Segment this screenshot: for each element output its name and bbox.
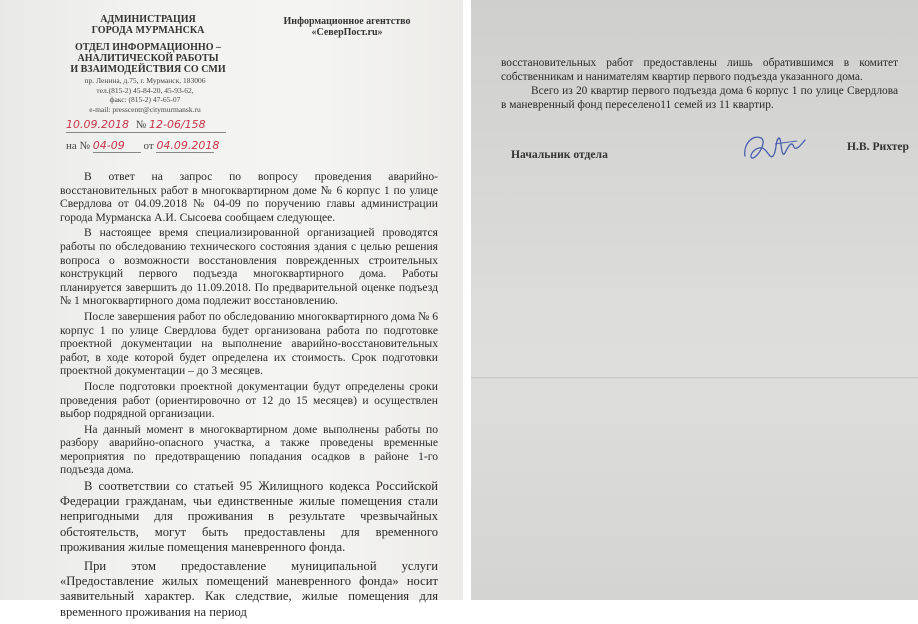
outgoing-number-label: № [135, 119, 147, 131]
address-line: пр. Ленина, д.75, г. Мурманск, 183006 [84, 76, 206, 85]
paragraph-1: В ответ на запрос по вопросу проведения аварийно-восстановительных работ в многоквартирном доме № 6 корпус 1 по улице Свердлова от 04.09.2018 № 04-09 по поручению главы администрации города Мурманска А.И. Сысоева сообщаем следующее. [60, 170, 438, 224]
outgoing-registration [66, 118, 226, 133]
outgoing-number: 12-06/158 [148, 118, 206, 131]
org-header [78, 14, 218, 36]
letter-body-page1 [60, 170, 438, 624]
paragraph-5: На данный момент в многоквартирном доме выполнены работы по разбору аварийно-опасного участка, а также проведены временные мероприятия по предотвращению попадания осадков в районе 1-го подъезда дома. [60, 422, 438, 477]
email-line: e-mail: presscentr@citymurmansk.ru [89, 104, 201, 114]
paragraph-6: В соответствии со статьей 95 Жилищного кодекса Российской Федерации гражданам, чьи единственные жилые помещения стали непригодными для проживания в результате чрезвычайных обстоятельств, могут быть предоставлены для временного проживания жилые помещения маневренного фонда. [60, 479, 438, 554]
dept-name-line2: АНАЛИТИЧЕСКОЙ РАБОТЫ [77, 53, 219, 64]
letter-body-page2 [501, 56, 898, 112]
ref-date: 04.09.2018 [156, 139, 220, 152]
fax-line: факс: (815-2) 47-65-07 [109, 95, 181, 105]
dept-name-line3: И ВЗАИМОДЕЙСТВИЯ СО СМИ [70, 64, 226, 75]
dept-name-line1: ОТДЕЛ ИНФОРМАЦИОННО – [75, 42, 221, 53]
paragraph-7: При этом предоставление муниципальной услуги «Предоставление жилых помещений маневренного фонда» носит заявительный характер. Как следствие, жилые помещения для временного проживания на период [60, 559, 438, 619]
letter-page-2 [471, 0, 918, 600]
paragraph-final: Всего из 20 квартир первого подъезда дома 6 корпус 1 по улице Свердлова в маневренный фонд переселено11 семей из 11 квартир. [501, 85, 898, 111]
recipient-line2: «СеверПост.ru» [311, 27, 383, 38]
outgoing-date: 10.09.2018 [66, 118, 129, 131]
ref-number: 04-09 [93, 139, 141, 153]
signature-title: Начальник отдела [511, 148, 608, 161]
ref-date-label: от [143, 140, 154, 152]
paragraph-2: В настоящее время специализированной организацией проводятся работы по обследованию технического состояния здания с целью решения вопроса о возможности восстановления поврежденных строительных конструкций первого подъезда многоквартирного дома. Работы планируется завершить до 11.09.2018. По предварительной оценке подъезд № 1 многоквартирного дома подлежит восстановлению. [60, 226, 438, 308]
paragraph-3: После завершения работ по обследованию многоквартирного дома № 6 корпус 1 по улице Свердлова будет организована работа по подготовке проектной документации на выполнение аварийно-восстановительных работ, в ходе которой будет определена их стоимость. Срок подготовки проектной документации – до 3 месяцев. [60, 309, 438, 378]
recipient-line1: Информационное агентство [283, 16, 411, 27]
paragraph-continued: восстановительных работ предоставлены лишь обратившимся в комитет собственникам и нанимателям квартир первого подъезда указанного дома. [501, 57, 898, 83]
phone-line: тел.(815-2) 45-84-20, 45-93-62, [96, 85, 194, 95]
paper-fold [471, 377, 918, 380]
paragraph-4: После подготовки проектной документации будут определены сроки проведения работ (ориентировочно от 12 до 15 месяцев) и осуществлен выбор подрядной организации. [60, 379, 438, 421]
ref-number-label: на № [66, 140, 91, 152]
org-name-line1: АДМИНИСТРАЦИЯ [100, 14, 196, 25]
department-header [60, 42, 236, 75]
reference-registration [66, 139, 226, 153]
address-block [58, 76, 232, 114]
signatory-name: Н.В. Рихтер [847, 140, 910, 153]
recipient-block [272, 16, 422, 38]
handwritten-signature [739, 126, 809, 172]
org-name-line2: ГОРОДА МУРМАНСКА [91, 25, 205, 36]
page-separator [463, 0, 471, 600]
